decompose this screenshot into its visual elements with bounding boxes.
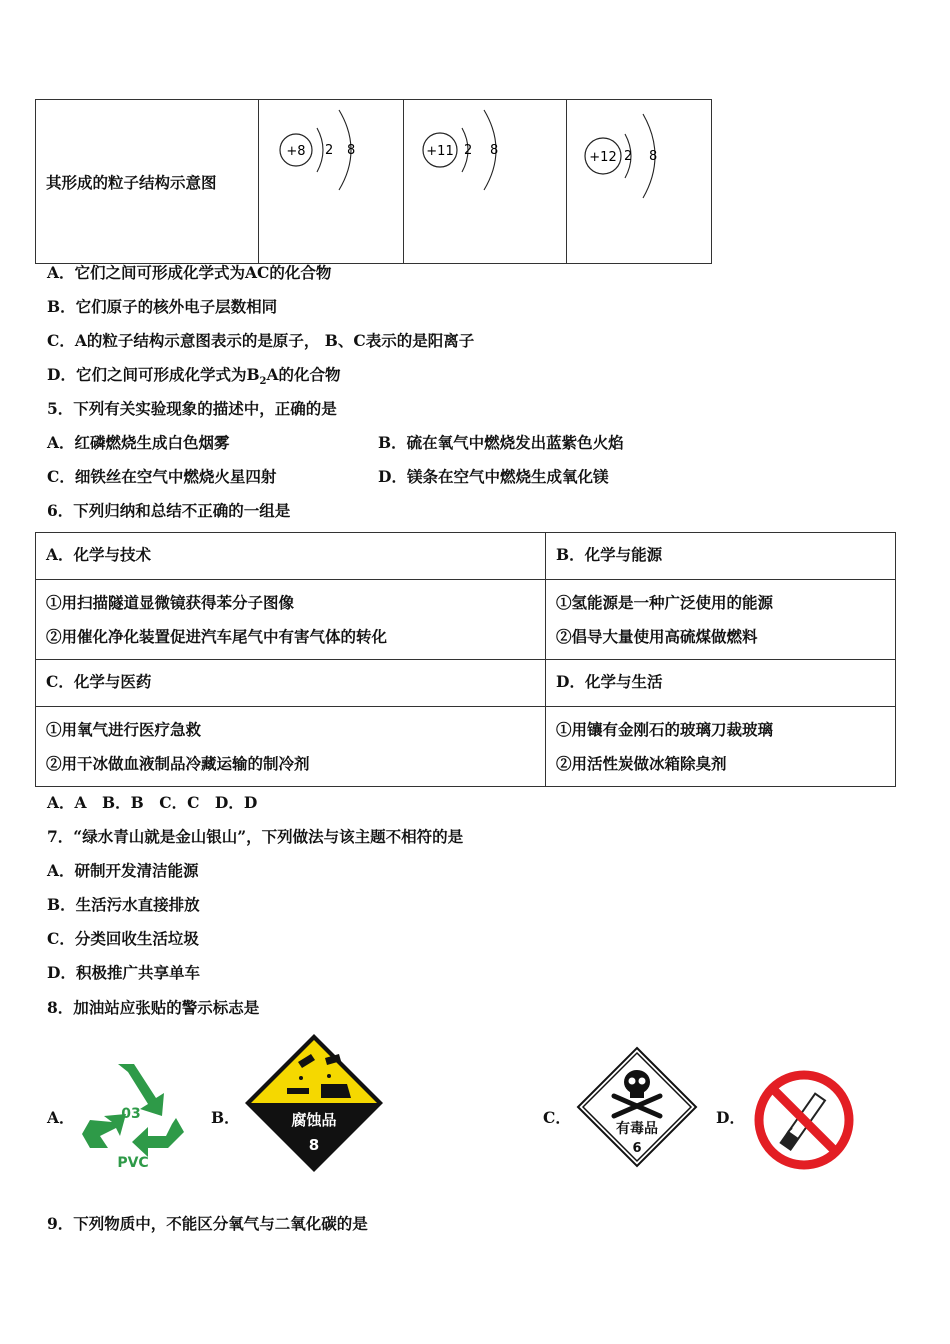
corrosive-text: 腐蚀品 (291, 1111, 337, 1129)
q8-label-b: B． (211, 1108, 240, 1127)
q8-label-a: A． (47, 1108, 75, 1127)
atom-diagram-b (404, 100, 567, 264)
q8-label-c: C． (543, 1108, 571, 1127)
shell-electrons-2: 8 (490, 143, 499, 158)
q7-stem: 7．“绿水青山就是金山银山”，下列做法与该主题不相符的是 (47, 827, 464, 846)
q6-table (35, 532, 896, 787)
q6-cell-b-title: B．化学与能源 (546, 533, 896, 580)
atom-structure-table (35, 99, 712, 264)
nucleus-charge: +11 (426, 144, 454, 159)
toxic-text: 有毒品 (616, 1121, 658, 1137)
recycle-pvc-sign (78, 1054, 188, 1174)
nucleus-charge: +12 (589, 150, 617, 165)
corrosive-class: 8 (308, 1136, 320, 1154)
q7-option-d: D．积极推广共享单车 (47, 963, 200, 982)
q6-cell-b-items: ①氢能源是一种广泛使用的能源 ②倡导大量使用高硫煤做燃料 (546, 580, 896, 660)
q8-label-d: D． (716, 1108, 745, 1127)
q7-option-b: B．生活污水直接排放 (47, 895, 200, 914)
q6-cell-c-items: ①用氧气进行医疗急救 ②用干冰做血液制品冷藏运输的制冷剂 (36, 707, 546, 787)
q6-answer-options: A．A B．B C．C D．D (47, 793, 258, 812)
q4-option-b: B．它们原子的核外电子层数相同 (47, 297, 278, 316)
no-smoking-sign (752, 1068, 856, 1172)
shell-electrons-1: 2 (624, 149, 633, 164)
q4-option-d-prefix: D．它们之间可形成化学式为B (47, 365, 260, 384)
q7-option-c: C．分类回收生活垃圾 (47, 929, 199, 948)
q6-stem: 6．下列归纳和总结不正确的一组是 (47, 501, 291, 520)
q4-option-c: C．A的粒子结构示意图表示的是原子， B、C表示的是阳离子 (47, 331, 475, 350)
q6-cell-d-items: ①用镶有金刚石的玻璃刀裁玻璃 ②用活性炭做冰箱除臭剂 (546, 707, 896, 787)
q5-option-b: B．硫在氧气中燃烧发出蓝紫色火焰 (378, 433, 624, 452)
q4-option-d (47, 365, 341, 392)
atom-diagram-c (567, 100, 712, 264)
recycle-code: 03 (121, 1106, 141, 1122)
q6-cell-d-title: D．化学与生活 (546, 660, 896, 707)
toxic-sign (576, 1046, 698, 1168)
atom-table-row-label: 其形成的粒子结构示意图 (36, 100, 259, 264)
q9-stem: 9．下列物质中，不能区分氧气与二氧化碳的是 (47, 1214, 368, 1233)
q5-option-c: C．细铁丝在空气中燃烧火星四射 (47, 467, 277, 486)
q6-cell-a-title: A．化学与技术 (36, 533, 546, 580)
q4-option-a: A．它们之间可形成化学式为AC的化合物 (47, 263, 332, 282)
q6-cell-c-title: C．化学与医药 (36, 660, 546, 707)
corrosive-sign (243, 1032, 385, 1174)
q5-stem: 5．下列有关实验现象的描述中，正确的是 (47, 399, 337, 418)
q6-cell-a-items: ①用扫描隧道显微镜获得苯分子图像 ②用催化净化装置促进汽车尾气中有害气体的转化 (36, 580, 546, 660)
shell-electrons-2: 8 (649, 149, 658, 164)
q5-option-d: D．镁条在空气中燃烧生成氧化镁 (378, 467, 609, 486)
shell-electrons-1: 2 (325, 143, 334, 158)
toxic-class: 6 (632, 1141, 642, 1156)
q4-option-d-suffix: A的化合物 (266, 365, 341, 384)
shell-electrons-1: 2 (464, 143, 473, 158)
q4-option-d-subscript: 2 (259, 376, 267, 388)
atom-diagram-a (259, 100, 404, 264)
shell-electrons-2: 8 (347, 143, 356, 158)
q5-option-a: A．红磷燃烧生成白色烟雾 (47, 433, 230, 452)
recycle-text: PVC (117, 1155, 149, 1171)
q7-option-a: A．研制开发清洁能源 (47, 861, 199, 880)
q8-stem: 8．加油站应张贴的警示标志是 (47, 998, 260, 1017)
nucleus-charge: +8 (286, 144, 306, 159)
